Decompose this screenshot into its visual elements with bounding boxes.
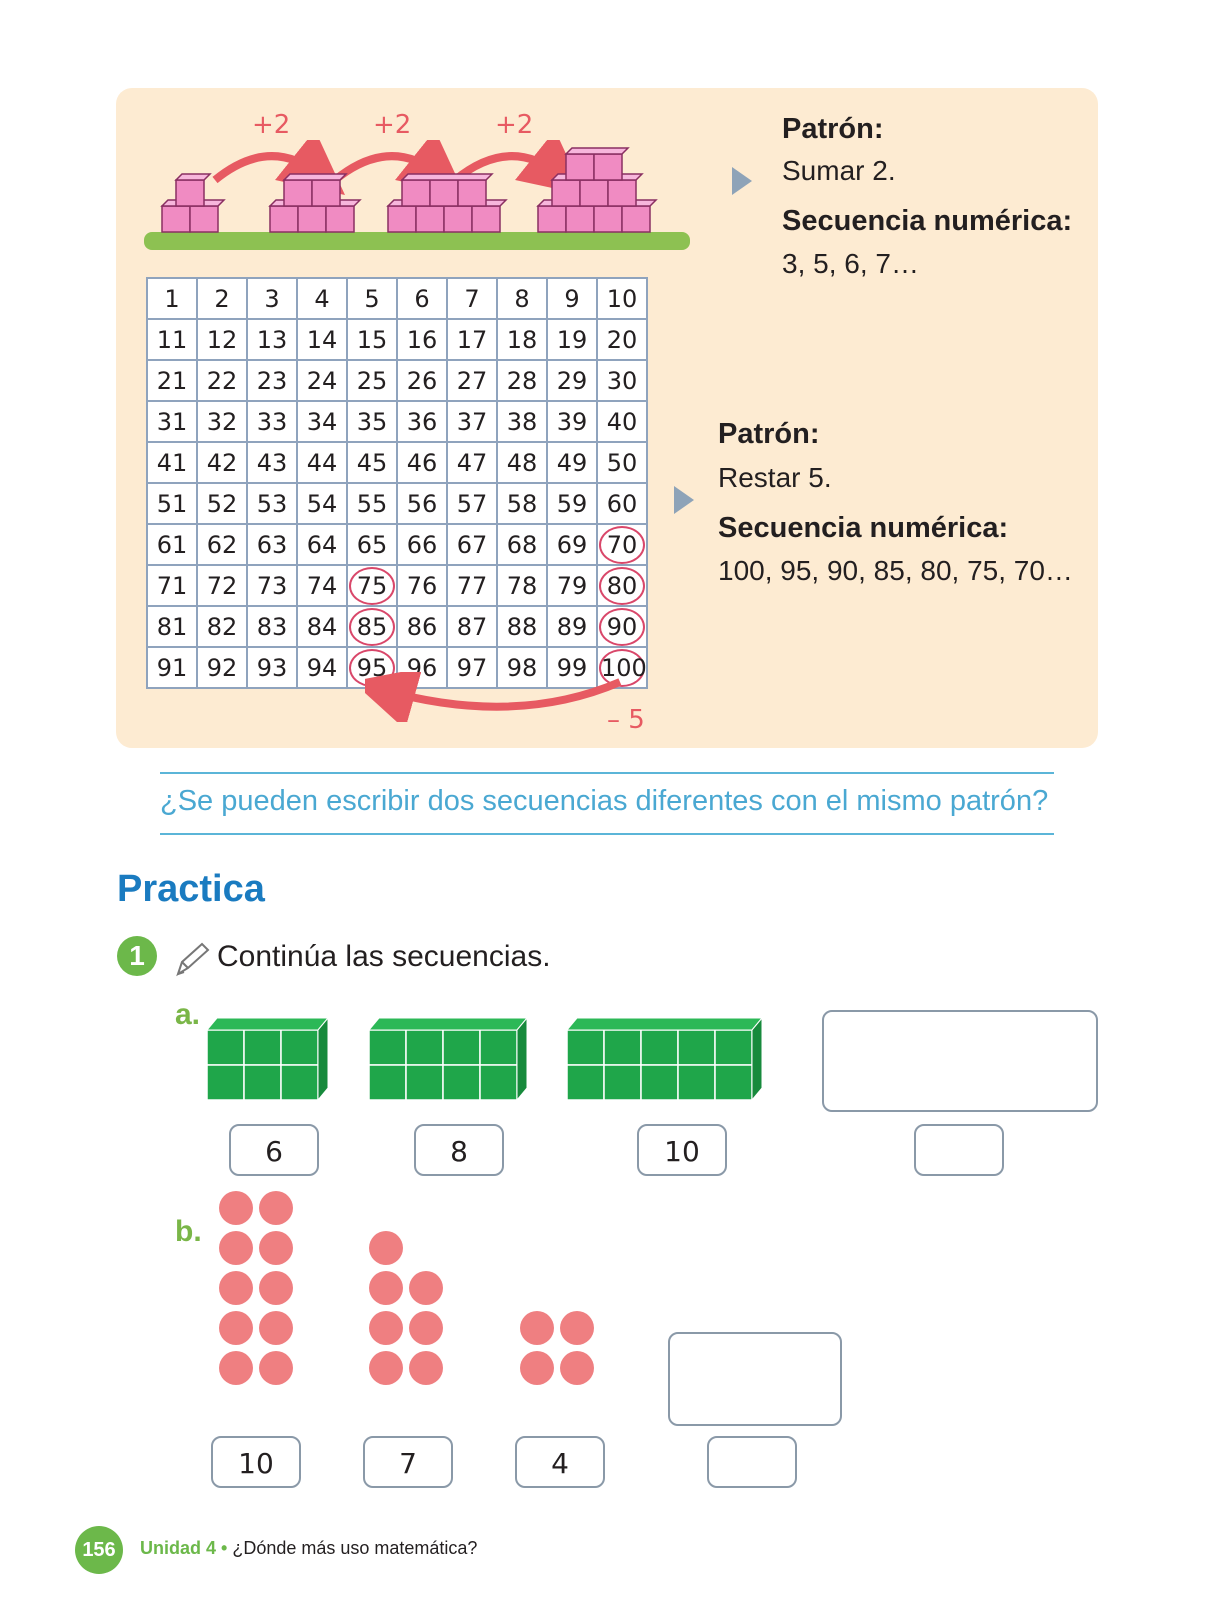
grid-cell: 20 (597, 319, 647, 360)
grid-cell: 89 (547, 606, 597, 647)
cube-side (517, 1018, 527, 1100)
grid-cell: 14 (297, 319, 347, 360)
grid-cell: 92 (197, 647, 247, 688)
grid-cell: 64 (297, 524, 347, 565)
triangle-pointer-icon (674, 486, 694, 514)
block (312, 180, 340, 206)
grid-cell: 84 (297, 606, 347, 647)
block (566, 206, 594, 232)
green-cube (281, 1030, 318, 1065)
grid-cell: 29 (547, 360, 597, 401)
block (162, 206, 190, 232)
green-cube (567, 1065, 604, 1100)
block (416, 206, 444, 232)
answer-drawing-box-a[interactable] (822, 1010, 1098, 1112)
green-cube (641, 1030, 678, 1065)
counter-dot (259, 1231, 293, 1265)
grid-cell: 51 (147, 483, 197, 524)
counter-dot (219, 1271, 253, 1305)
block (472, 206, 500, 232)
block (402, 180, 430, 206)
block (270, 206, 298, 232)
grid-cell: 43 (247, 442, 297, 483)
grid-row (147, 565, 647, 606)
counter-dot (520, 1351, 554, 1385)
counter-dot (219, 1231, 253, 1265)
grid-cell: 3 (247, 278, 297, 319)
cube-trains-illustration (205, 1015, 805, 1115)
grid-cell: 39 (547, 401, 597, 442)
block (594, 154, 622, 180)
minus-five-label: – 5 (607, 705, 645, 735)
plus-two-label-3: +2 (495, 110, 534, 140)
grid-cell: 28 (497, 360, 547, 401)
green-cube (244, 1030, 281, 1065)
green-cube (567, 1030, 604, 1065)
grid-cell: 72 (197, 565, 247, 606)
block (284, 180, 312, 206)
pattern-text: Restar 5. (718, 462, 832, 493)
grid-cell: 21 (147, 360, 197, 401)
counter-dot (409, 1351, 443, 1385)
grid-cell: 12 (197, 319, 247, 360)
grid-cell: 55 (347, 483, 397, 524)
grid-cell: 83 (247, 606, 297, 647)
section-heading: Practica (117, 868, 265, 910)
grid-cell: 53 (247, 483, 297, 524)
green-cube (678, 1065, 715, 1100)
grid-cell: 60 (597, 483, 647, 524)
grid-cell: 30 (597, 360, 647, 401)
grid-cell: 25 (347, 360, 397, 401)
unit-label: Unidad 4 (140, 1538, 217, 1558)
cube-side (318, 1018, 328, 1100)
green-cube (443, 1030, 480, 1065)
footer-text (140, 1538, 477, 1559)
grid-cell: 44 (297, 442, 347, 483)
block (622, 206, 650, 232)
grid-cell: 78 (497, 565, 547, 606)
counter-dot (219, 1191, 253, 1225)
grid-cell: 17 (447, 319, 497, 360)
grid-cell: 41 (147, 442, 197, 483)
block (388, 206, 416, 232)
grid-cell: 38 (497, 401, 547, 442)
counter-dot (409, 1311, 443, 1345)
grid-cell: 58 (497, 483, 547, 524)
pattern-text: Sumar 2. (782, 155, 896, 186)
answer-input-a[interactable] (914, 1124, 1004, 1176)
cube-side (752, 1018, 762, 1100)
sequence-text: 100, 95, 90, 85, 80, 75, 70… (718, 555, 1073, 586)
counter-dot (369, 1231, 403, 1265)
grid-cell: 49 (547, 442, 597, 483)
grid-cell: 97 (447, 647, 497, 688)
pencil-icon (172, 940, 212, 980)
grid-cell: 54 (297, 483, 347, 524)
counter-dot (259, 1271, 293, 1305)
block (430, 180, 458, 206)
grid-cell: 96 (397, 647, 447, 688)
grid-cell: 6 (397, 278, 447, 319)
green-cube (369, 1030, 406, 1065)
grid-cell: 91 (147, 647, 197, 688)
grid-cell (347, 565, 397, 606)
grid-cell: 69 (547, 524, 597, 565)
grid-cell: 61 (147, 524, 197, 565)
grid-cell: 98 (497, 647, 547, 688)
grid-cell: 82 (197, 606, 247, 647)
grid-cell: 23 (247, 360, 297, 401)
item-letter-a: a. (175, 998, 201, 1031)
grid-cell: 27 (447, 360, 497, 401)
grid-cell: 31 (147, 401, 197, 442)
grid-cell: 16 (397, 319, 447, 360)
value-box-a-1: 6 (229, 1124, 319, 1176)
arrow-icon (383, 682, 620, 707)
block (458, 180, 486, 206)
green-cube (678, 1030, 715, 1065)
block (326, 206, 354, 232)
divider (160, 833, 1054, 835)
minus-arrow-illustration (365, 672, 645, 722)
block (552, 180, 580, 206)
counter-dot (219, 1311, 253, 1345)
instruction-text: Continúa las secuencias. (217, 940, 551, 973)
cube-top (369, 1018, 527, 1030)
grid-row (147, 278, 647, 319)
item-number-badge: 1 (117, 936, 157, 976)
grid-cell: 68 (497, 524, 547, 565)
block-top (566, 148, 628, 154)
green-cube (604, 1065, 641, 1100)
grid-cell: 87 (447, 606, 497, 647)
grid-cell: 24 (297, 360, 347, 401)
grid-cell: 34 (297, 401, 347, 442)
circled-number: 70 (599, 526, 645, 564)
sequence-text: 3, 5, 6, 7… (782, 248, 919, 279)
grid-cell: 33 (247, 401, 297, 442)
question-text: ¿Se pueden escribir dos secuencias diferentes con el mismo patrón? (160, 785, 1049, 817)
green-cube (207, 1030, 244, 1065)
grid-cell: 74 (297, 565, 347, 606)
item-letter-b: b. (175, 1215, 202, 1248)
grid-cell (347, 606, 397, 647)
grid-cell: 26 (397, 360, 447, 401)
green-cube (443, 1065, 480, 1100)
value-box-b-2: 7 (363, 1436, 453, 1488)
grid-cell: 22 (197, 360, 247, 401)
counter-dot (520, 1311, 554, 1345)
grid-cell: 15 (347, 319, 397, 360)
circled-number: 90 (599, 608, 645, 646)
grid-cell: 76 (397, 565, 447, 606)
grid-cell: 42 (197, 442, 247, 483)
grid-cell: 13 (247, 319, 297, 360)
grid-cell: 45 (347, 442, 397, 483)
grid-cell: 77 (447, 565, 497, 606)
grid-cell: 9 (547, 278, 597, 319)
plus-two-label-2: +2 (373, 110, 412, 140)
cube-top (207, 1018, 328, 1030)
divider (160, 772, 1054, 774)
grid-cell (597, 565, 647, 606)
block (190, 206, 218, 232)
block (566, 154, 594, 180)
circled-number: 80 (599, 567, 645, 605)
green-cube (641, 1065, 678, 1100)
cube-top (567, 1018, 762, 1030)
grid-cell: 52 (197, 483, 247, 524)
green-cube (604, 1030, 641, 1065)
green-cube (715, 1030, 752, 1065)
counter-dot (369, 1271, 403, 1305)
block (594, 206, 622, 232)
grid-cell: 40 (597, 401, 647, 442)
grid-cell: 4 (297, 278, 347, 319)
grid-cell: 36 (397, 401, 447, 442)
grid-cell: 11 (147, 319, 197, 360)
grid-cell: 2 (197, 278, 247, 319)
grid-cell: 63 (247, 524, 297, 565)
counter-dot (259, 1311, 293, 1345)
circled-number: 85 (349, 608, 395, 646)
grid-cell: 99 (547, 647, 597, 688)
grid-cell: 65 (347, 524, 397, 565)
plus-two-label-1: +2 (252, 110, 291, 140)
green-cube (480, 1030, 517, 1065)
grid-cell: 81 (147, 606, 197, 647)
hundreds-chart (146, 277, 648, 689)
value-box-a-2: 8 (414, 1124, 504, 1176)
triangle-pointer-icon (732, 167, 752, 195)
green-cube (715, 1065, 752, 1100)
grid-cell: 73 (247, 565, 297, 606)
counter-dot (560, 1351, 594, 1385)
grid-cell: 46 (397, 442, 447, 483)
grid-cell (597, 606, 647, 647)
grid-cell: 67 (447, 524, 497, 565)
pattern-title: Patrón: (782, 113, 884, 145)
block (176, 180, 204, 206)
grid-row (147, 606, 647, 647)
counter-dot (219, 1351, 253, 1385)
counter-dot (259, 1191, 293, 1225)
grid-cell: 18 (497, 319, 547, 360)
circled-number: 95 (349, 649, 395, 687)
block (444, 206, 472, 232)
grid-row (147, 442, 647, 483)
counter-dot (560, 1311, 594, 1345)
grid-cell: 19 (547, 319, 597, 360)
grid-cell: 62 (197, 524, 247, 565)
grid-cell: 93 (247, 647, 297, 688)
value-box-b-1: 10 (211, 1436, 301, 1488)
grid-cell: 50 (597, 442, 647, 483)
sequence-title: Secuencia numérica: (782, 205, 1073, 237)
unit-subtitle: ¿Dónde más uso matemática? (232, 1538, 478, 1558)
blocks-illustration (140, 140, 700, 260)
grid-cell: 5 (347, 278, 397, 319)
answer-drawing-box-b[interactable] (668, 1332, 842, 1426)
grid-cell: 86 (397, 606, 447, 647)
counter-dot (369, 1311, 403, 1345)
grid-cell: 56 (397, 483, 447, 524)
grid-cell: 37 (447, 401, 497, 442)
grid-cell: 7 (447, 278, 497, 319)
counter-dot (369, 1351, 403, 1385)
grid-cell: 57 (447, 483, 497, 524)
green-cube (207, 1065, 244, 1100)
block-top (402, 174, 492, 180)
sequence-title: Secuencia numérica: (718, 512, 1009, 544)
grid-cell: 94 (297, 647, 347, 688)
grid-cell: 32 (197, 401, 247, 442)
value-box-b-3: 4 (515, 1436, 605, 1488)
grid-cell: 66 (397, 524, 447, 565)
block (538, 206, 566, 232)
pattern-title: Patrón: (718, 418, 820, 450)
grid-cell: 8 (497, 278, 547, 319)
grid-cell: 79 (547, 565, 597, 606)
grid-cell: 48 (497, 442, 547, 483)
grid-row (147, 483, 647, 524)
green-cube (406, 1030, 443, 1065)
grid-row (147, 401, 647, 442)
grid-row (147, 319, 647, 360)
grid-cell (597, 524, 647, 565)
green-cube (369, 1065, 406, 1100)
answer-input-b[interactable] (707, 1436, 797, 1488)
block (298, 206, 326, 232)
block-top (176, 174, 210, 180)
grid-cell: 1 (147, 278, 197, 319)
block-top (284, 174, 346, 180)
green-cube (480, 1065, 517, 1100)
green-cube (244, 1065, 281, 1100)
page-number: 156 (75, 1526, 123, 1574)
circled-number: 100 (599, 649, 645, 687)
grid-cell: 35 (347, 401, 397, 442)
grid-cell: 71 (147, 565, 197, 606)
grid-row (147, 524, 647, 565)
grid-cell: 10 (597, 278, 647, 319)
block (608, 180, 636, 206)
grid-cell: 88 (497, 606, 547, 647)
grid-cell: 47 (447, 442, 497, 483)
value-box-a-3: 10 (637, 1124, 727, 1176)
grid-cell: 59 (547, 483, 597, 524)
counter-dot (259, 1351, 293, 1385)
green-cube (406, 1065, 443, 1100)
circled-number: 75 (349, 567, 395, 605)
block (580, 180, 608, 206)
grid-row (147, 360, 647, 401)
counter-dot (409, 1271, 443, 1305)
green-cube (281, 1065, 318, 1100)
separator: • (216, 1538, 233, 1558)
